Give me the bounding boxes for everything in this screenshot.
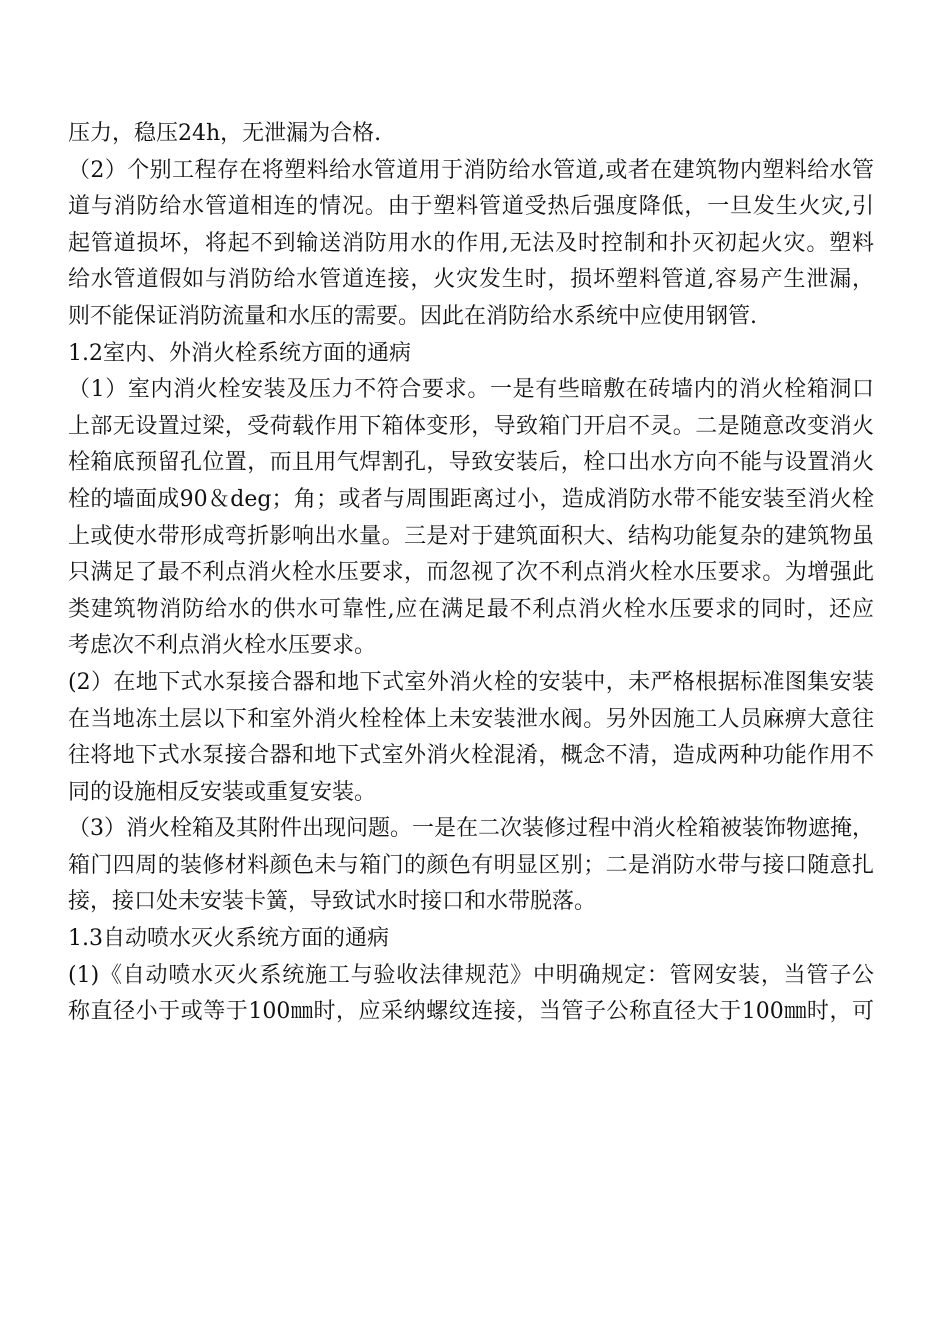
text-line: 箱门四周的装修材料颜色未与箱门的颜色有明显区别；二是消防水带与接口随意扎 [68,852,874,878]
text-line: 考虑次不利点消火栓水压要求。 [68,633,377,659]
text-line: 1.2室内、外消火栓系统方面的通病 [68,340,411,366]
document-body [68,116,874,1031]
text-line: 则不能保证消防流量和水压的需要。因此在消防给水系统中应使用钢管. [68,303,757,329]
text-line: （3）消火栓箱及其附件出现问题。一是在二次装修过程中消火栓箱被装饰物遮掩， [68,816,874,842]
text-line: 类建筑物消防给水的供水可靠性,应在满足最不利点消火栓水压要求的同时，还应 [68,596,874,622]
text-line: 起管道损坏，将起不到输送消防用水的作用,无法及时控制和扑灭初起火灾。塑料 [68,230,874,256]
text-line: 1.3自动喷水灭火系统方面的通病 [68,926,389,952]
text-line: (2）在地下式水泵接合器和地下式室外消火栓的安装中，未严格根据标准图集安装 [68,669,874,695]
text-line: 只满足了最不利点消火栓水压要求，而忽视了次不利点消火栓水压要求。为增强此 [68,560,874,586]
text-line: 道与消防给水管道相连的情况。由于塑料管道受热后强度降低，一旦发生火灾,引 [68,194,874,220]
text-line: 栓箱底预留孔位置，而且用气焊割孔，导致安装后，栓口出水方向不能与设置消火 [68,450,874,476]
text-line: 上部无设置过梁，受荷载作用下箱体变形，导致箱门开启不灵。二是随意改变消火 [68,413,874,439]
text-line: 称直径小于或等于100㎜时，应采纳螺纹连接，当管子公称直径大于100㎜时，可 [68,999,874,1025]
text-line: 接，接口处未安装卡簧，导致试水时接口和水带脱落。 [68,889,597,915]
text-line: 往将地下式水泵接合器和地下式室外消火栓混淆，概念不清，造成两种功能作用不 [68,743,874,769]
text-line: 同的设施相反安装或重复安装。 [68,779,377,805]
text-line: 压力，稳压24h，无泄漏为合格. [68,121,382,146]
text-line: 在当地冻土层以下和室外消火栓栓体上未安装泄水阀。另外因施工人员麻痹大意往 [68,706,874,732]
text-line: （2）个别工程存在将塑料给水管道用于消防给水管道,或者在建筑物内塑料给水管 [68,157,874,183]
text-line: 栓的墙面成90＆deg；角；或者与周围距离过小，造成消防水带不能安装至消火栓 [68,486,874,512]
text-line: （1）室内消火栓安装及压力不符合要求。一是有些暗敷在砖墙内的消火栓箱洞口 [68,377,874,403]
text-line: 上或使水带形成弯折影响出水量。三是对于建筑面积大、结构功能复杂的建筑物虽 [68,523,874,549]
text-line: 给水管道假如与消防给水管道连接，火灾发生时，损坏塑料管道,容易产生泄漏， [68,267,874,293]
text-line: (1)《自动喷水灭火系统施工与验收法律规范》中明确规定：管网安装，当管子公 [68,962,874,988]
